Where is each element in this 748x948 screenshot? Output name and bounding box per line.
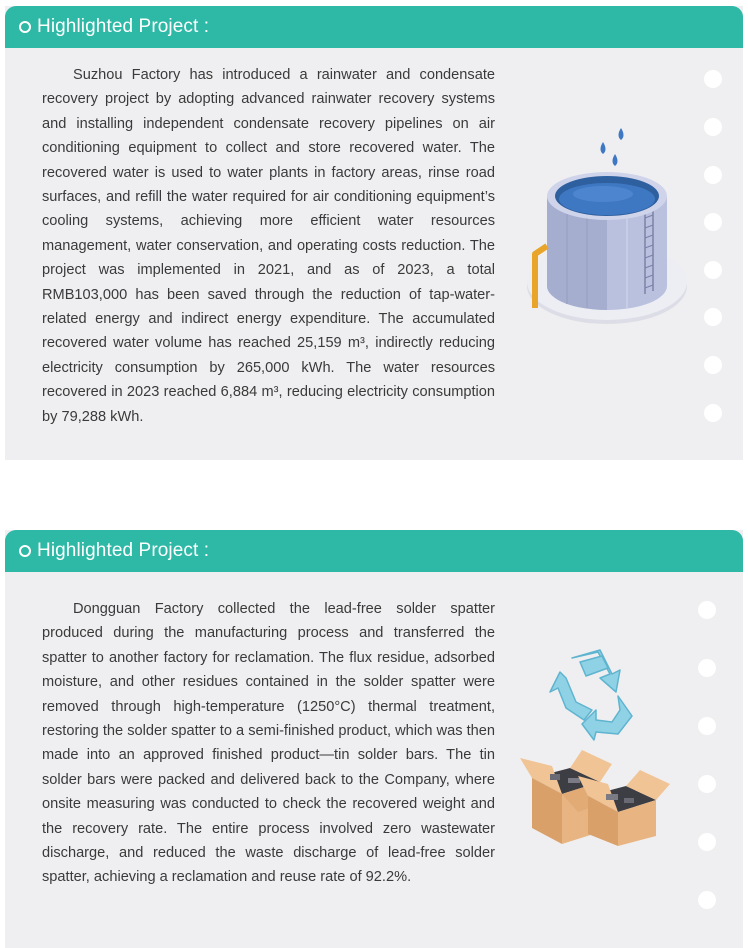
decorative-dot [704,166,722,184]
card-body-text: Suzhou Factory has introduced a rainwater and condensate recovery project by adopting advanced rainwater recovery systems and installing independent condensate recovery pipelines on air conditioning equipment to collect and store recovered water. The recovered water is used to water plants in factory areas, rinse road surfaces, and refill the water required for air conditioning equipment’s cooling systems, achieving more efficient water resources management, water conservation, and operating costs reduction. The project was implemented in 2021, and as of 2023, a total RMB103,000 has been saved through the reduction of tap-water-related energy and indirect energy expenditure. The accumulated recovered water volume has reached 25,159 m³, indirectly reducing electricity consumption by 265,000 kWh. The water resources recovered in 2023 reached 6,884 m³, reducing electricity consumption by 79,288 kWh. [42,67,495,425]
circle-bullet-icon [19,21,31,33]
highlighted-project-card-2 [5,530,743,948]
water-tank-icon [525,116,695,336]
decorative-dot [704,70,722,88]
decorative-dot [704,308,722,326]
decorative-dot [704,213,722,231]
decorative-dot [698,833,716,851]
card-header [5,6,743,48]
card-body-text: Dongguan Factory collected the lead-free solder spatter produced during the manufacturing process and transferred the spatter to another factory for reclamation. The flux residue, adsorbed moisture, and other residues contained in the solder spatter were removed through high-temperature (1250°C) thermal treatment, restoring the solder spatter to a semi-finished product, which was then made into an approved finished product—tin solder bars. The tin solder bars were packed and delivered back to the Company, where onsite measuring was conducted to check the recovered weight and the recovery rate. The entire process involved zero wastewater discharge, and reduced the waste discharge of lead-free solder spatter, achieving a reclamation and reuse rate of 92.2%. [42,601,495,886]
card-title: Highlighted Project : [37,540,210,561]
circle-bullet-icon [19,545,31,557]
decorative-dot [704,261,722,279]
decorative-dot [698,659,716,677]
card-header [5,530,743,572]
decorative-dot [704,118,722,136]
highlighted-project-card-1 [5,6,743,460]
decorative-dot [704,356,722,374]
decorative-dot [704,404,722,422]
decorative-dot [698,717,716,735]
decorative-dot [698,775,716,793]
decorative-dot [698,891,716,909]
decorative-dot [698,601,716,619]
recycle-boxes-icon [520,648,680,848]
card-title: Highlighted Project : [37,16,210,37]
